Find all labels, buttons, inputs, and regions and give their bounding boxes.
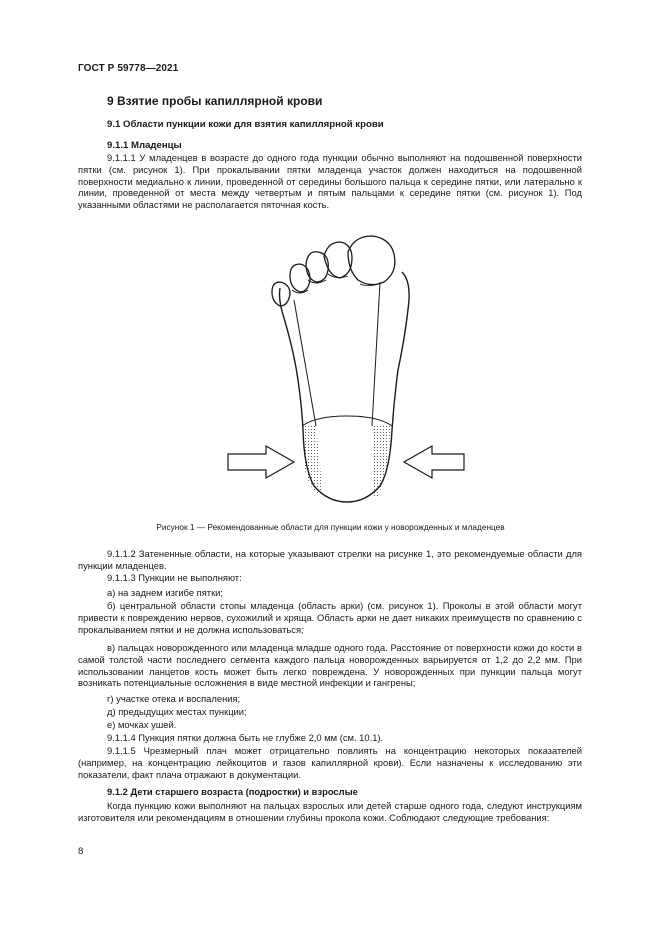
list-item-g: г) участке отека и воспаления; — [107, 693, 241, 704]
list-item-b: б) центральной области стопы младенца (область арки) (см. рисунок 1). Проколы в этой области могут привести к повреждению нервов, сухожилий и хряща. Область арки не дает никаких преимуществ по сравнению с прокалыванием пятки и не должна использоваться; — [78, 600, 582, 635]
list-item-v: в) пальцах новорожденного или младенца младше одного года. Расстояние от поверхности кожи до кости в самой толстой части последнего сегмента каждого пальца новорожденных варьируется от 1,2 до 2,2 мм. При использовании ланцетов кость может быть легко повреждена. У новорожденных при пункции пальца могут возникать потенциальные осложнения в виде местной инфекции и гангрены; — [78, 642, 582, 689]
toe-5 — [272, 282, 290, 306]
infants-title: 9.1.1 Младенцы — [107, 140, 182, 151]
older-children-title: 9.1.2 Дети старшего возраста (подростки) и взрослые — [107, 786, 358, 797]
foot-diagram — [220, 230, 470, 520]
medial-reference-line — [372, 282, 380, 426]
right-arrow-icon — [404, 446, 464, 478]
shaded-area-lateral — [372, 426, 390, 498]
paragraph-9-1-2: Когда пункцию кожи выполняют на пальцах взрослых или детей старше одного года, следуют инструкциям изготовителя или рекомендациям в отношении глубины прокола кожи. Соблюдают следующие требования: — [78, 800, 582, 823]
foot-outline — [280, 272, 410, 502]
paragraph-9-1-1-3: 9.1.1.3 Пункции не выполняют: — [107, 572, 242, 583]
page-number: 8 — [78, 846, 84, 857]
list-item-d: д) предыдущих местах пункции; — [107, 706, 247, 717]
paragraph-9-1-1-1: 9.1.1.1 У младенцев в возрасте до одного года пункции обычно выполняют на подошвенной поверхности пятки (см. рисунок 1). При прокалывании пятки младенца участок должен находиться на подошвенной поверхности медиально к линии, проведенной от середины большого пальца к середине пятки, или латерально к линии, проведенной от места между четвертым и пятым пальцами к середине пятки (см. рисунок 1). Под указанными областями не располагается пяточная кость. — [78, 152, 582, 211]
left-arrow-icon — [228, 446, 294, 478]
toe-4 — [290, 264, 310, 292]
standard-header: ГОСТ Р 59778—2021 — [78, 63, 179, 74]
big-toe — [348, 236, 395, 285]
paragraph-9-1-1-4: 9.1.1.4 Пункция пятки должна быть не глубже 2,0 мм (см. 10.1). — [107, 732, 384, 743]
list-item-e: е) мочках ушей. — [107, 719, 177, 730]
paragraph-9-1-1-2: 9.1.1.2 Затененные области, на которые указывают стрелки на рисунке 1, это рекомендуемые области для пункции младенцев. — [78, 548, 582, 571]
section-title: 9 Взятие пробы капиллярной крови — [107, 94, 323, 108]
figure-caption: Рисунок 1 — Рекомендованные области для пункции кожи у новорожденных и младенцев — [156, 522, 505, 532]
paragraph-9-1-1-5: 9.1.1.5 Чрезмерный плач может отрицательно повлиять на концентрацию некоторых показателей (например, на концентрацию лейкоцитов и газов капиллярной крови). Если назначены к исследованию эти показатели, факт плача отражают в документации. — [78, 745, 582, 780]
lateral-reference-line — [294, 300, 316, 426]
subsection-title: 9.1 Области пункции кожи для взятия капиллярной крови — [107, 119, 384, 130]
list-item-a: а) на заднем изгибе пятки; — [107, 587, 224, 598]
